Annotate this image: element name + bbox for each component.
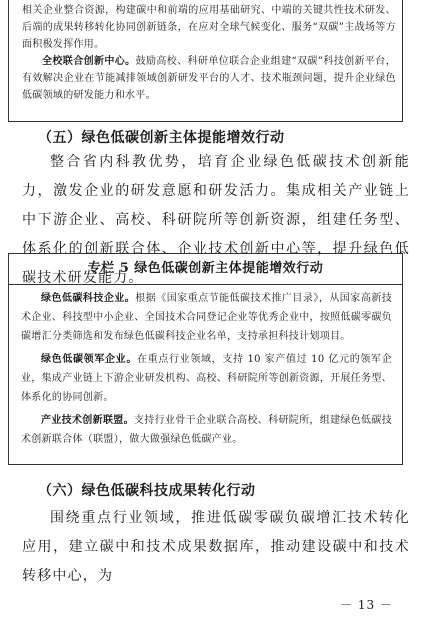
box-paragraph-text: 在重点行业领域，支持 10 家产值过 10 亿元的领军企业，集成产业链上下游企业研发机构、高校、科研院所等创新资源，开展任务型、体系化的协同创新。 xyxy=(21,354,392,403)
section-heading-5: （五）绿色低碳创新主体提能增效行动 xyxy=(38,130,285,146)
section-heading-6: （六）绿色低碳科技成果转化行动 xyxy=(38,483,256,499)
box-paragraph xyxy=(21,411,392,449)
column-box-5 xyxy=(8,253,403,465)
column-box-title: 专栏 5 绿色低碳创新主体提能增效行动 xyxy=(9,254,402,285)
section-body-6: 围绕重点行业领域，推进低碳零碳负碳增汇技术转化应用，建立碳中和技术成果数据库，推动建设碳中和技术转移中心，为 xyxy=(22,510,410,584)
column-box-body xyxy=(9,285,402,449)
box-paragraph-lead: 绿色低碳科技企业。 xyxy=(41,293,136,304)
box-paragraph-text: 鼓励高校、科研单位联合企业组建“双碳”科技创新平台，有效解决企业在节能减排领域创新研发平台的人才、技术瓶颈问题，提升企业绿色低碳领域的研发能力和水平。 xyxy=(22,56,397,101)
section-body-5: 整合省内科教优势，培育企业绿色低碳技术创新能力，激发企业的研发意愿和研发活力。集成相关产业链上中下游企业、高校、科研院所等创新资源，组建任务型、体系化的创新联合体、企业技术创新中心等，提升绿色低碳技术研发能力。 xyxy=(22,154,410,286)
box-paragraph xyxy=(21,289,392,346)
page-number: － 13 － xyxy=(340,598,393,612)
box-paragraph xyxy=(22,53,396,104)
box-paragraph-lead: 产业技术创新联盟。 xyxy=(41,415,134,426)
box-paragraph xyxy=(21,350,392,407)
box-paragraph-lead: 全校联合创新中心。 xyxy=(42,56,136,67)
column-box-continued xyxy=(8,0,403,122)
box-paragraph: 相关企业整合资源，构建碳中和前端的应用基础研究、中端的关键共性技术研发、后端的成果转移转化协同创新链条，在应对全球气候变化、服务“双碳”主战场等方面积极发挥作用。 xyxy=(22,5,396,50)
box-paragraph-text: 根据《国家重点节能低碳技术推广目录》，从国家高新技术企业、科技型中小企业、全国技术合同登记企业等优秀企业中，按照低碳零碳负碳增汇分类筛选和发布绿色低碳科技企业名单，支持承担科技计划项目。 xyxy=(21,293,392,342)
box-paragraph-lead: 绿色低碳领军企业。 xyxy=(41,354,137,365)
box-paragraph-text: 支持行业骨干企业联合高校、科研院所，组建绿色低碳技术创新联合体（联盟），做大做强绿色低碳产业。 xyxy=(21,415,393,445)
